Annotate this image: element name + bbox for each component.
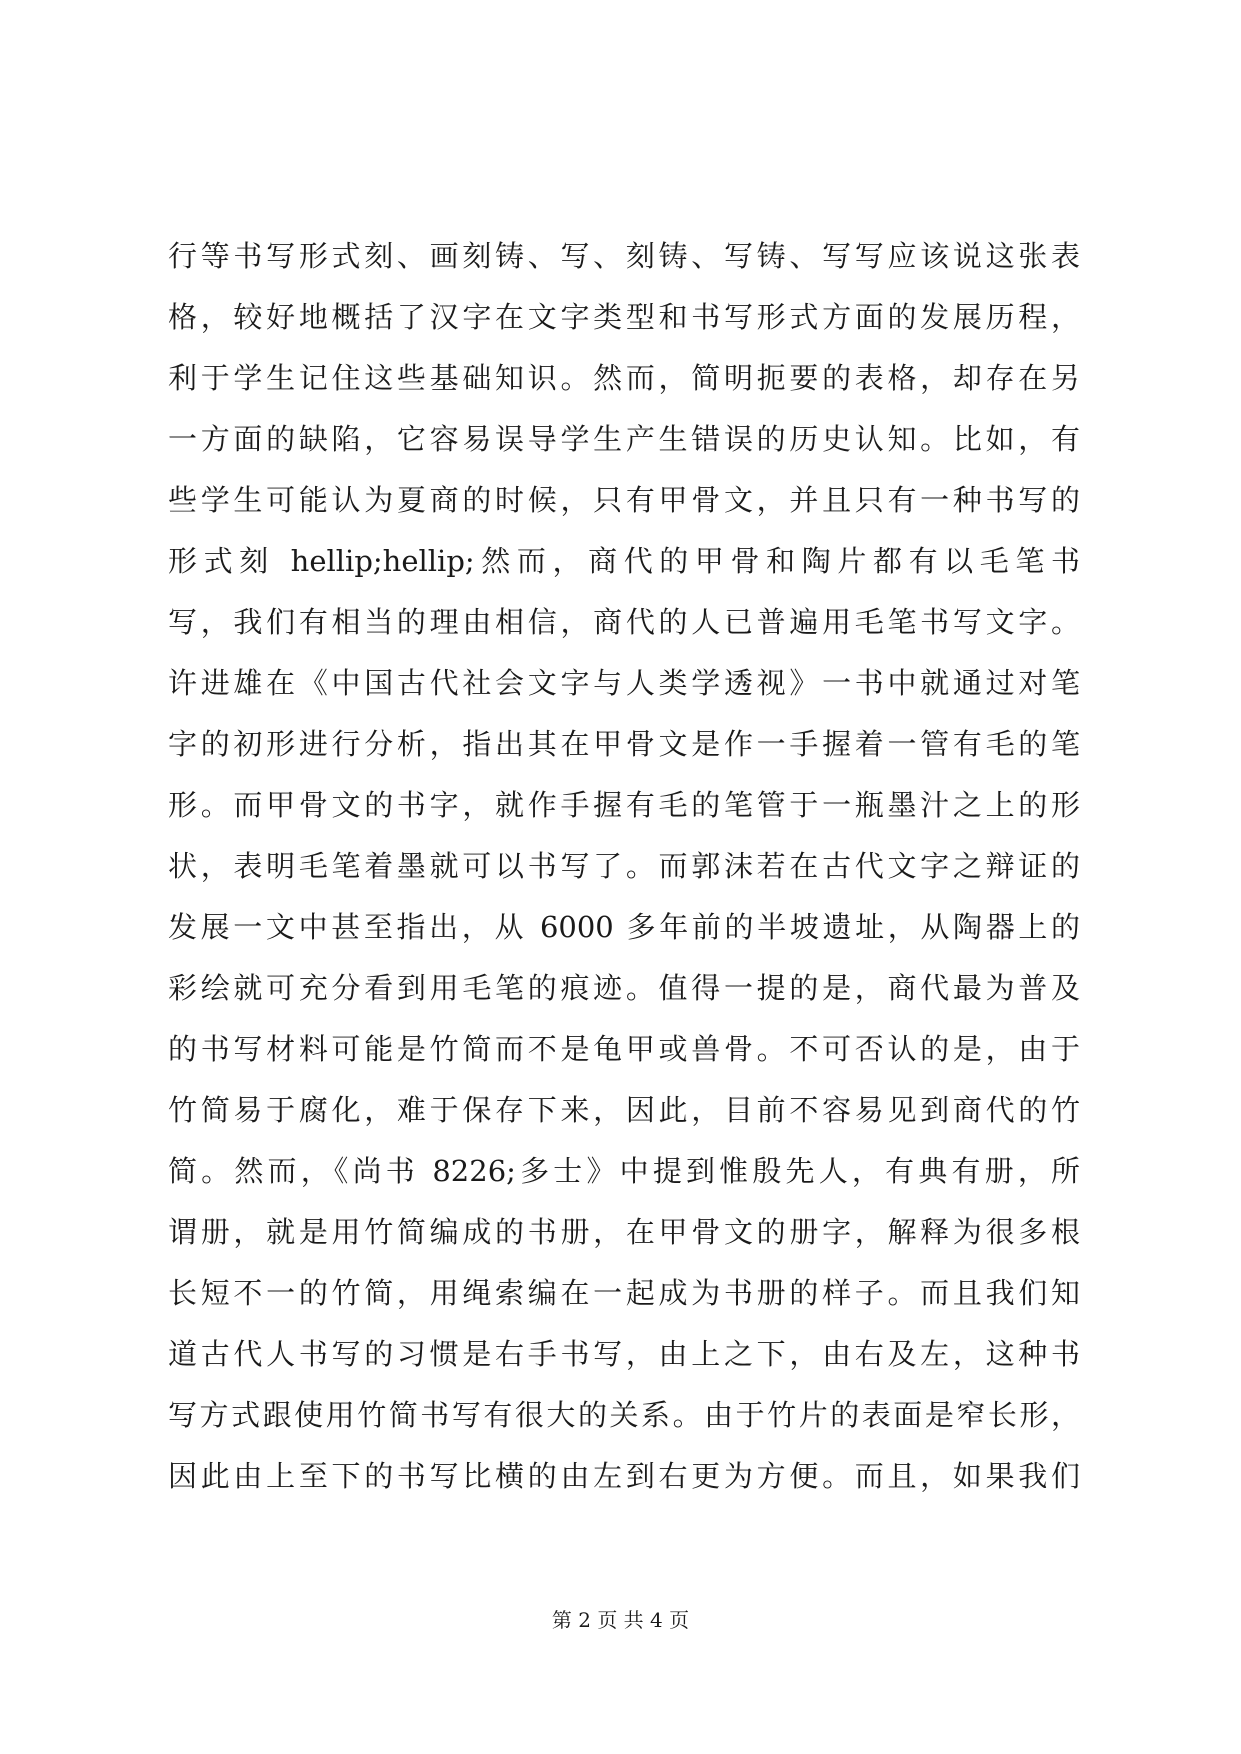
- text-line: 利于学生记住这些基础知识。然而，简明扼要的表格，却存在另: [168, 361, 1080, 395]
- text-line: 长短不一的竹简，用绳索编在一起成为书册的样子。而且我们知: [168, 1276, 1080, 1310]
- text-line: 道古代人书写的习惯是右手书写，由上之下，由右及左，这种书: [168, 1337, 1080, 1371]
- text-line: 些学生可能认为夏商的时候，只有甲骨文，并且只有一种书写的: [168, 483, 1080, 517]
- text-line: 因此由上至下的书写比横的由左到右更为方便。而且，如果我们: [168, 1459, 1080, 1493]
- text-line: 字的初形进行分析，指出其在甲骨文是作一手握着一管有毛的笔: [168, 727, 1080, 761]
- text-line: 发展一文中甚至指出，从 6000 多年前的半坡遗址，从陶器上的: [168, 910, 1080, 944]
- body-text: [168, 226, 1080, 1507]
- text-line: 格，较好地概括了汉字在文字类型和书写形式方面的发展历程，: [168, 300, 1080, 334]
- text-line: 状，表明毛笔着墨就可以书写了。而郭沫若在古代文字之辩证的: [168, 849, 1080, 883]
- text-line: 许进雄在《中国古代社会文字与人类学透视》一书中就通过对笔: [168, 666, 1080, 700]
- text-line: 彩绘就可充分看到用毛笔的痕迹。值得一提的是，商代最为普及: [168, 971, 1080, 1005]
- text-line: 一方面的缺陷，它容易误导学生产生错误的历史认知。比如，有: [168, 422, 1080, 456]
- text-line: 写，我们有相当的理由相信，商代的人已普遍用毛笔书写文字。: [168, 605, 1080, 639]
- text-line: 的书写材料可能是竹简而不是龟甲或兽骨。不可否认的是，由于: [168, 1032, 1080, 1066]
- text-line: 简。然而，《尚书 8226;多士》中提到惟殷先人，有典有册，所: [168, 1154, 1080, 1188]
- text-line: 竹简易于腐化，难于保存下来，因此，目前不容易见到商代的竹: [168, 1093, 1080, 1127]
- text-line: 谓册，就是用竹简编成的书册，在甲骨文的册字，解释为很多根: [168, 1215, 1080, 1249]
- text-line: 形式刻 hellip;hellip;然而，商代的甲骨和陶片都有以毛笔书: [168, 544, 1080, 578]
- text-line: 形。而甲骨文的书字，就作手握有毛的笔管于一瓶墨汁之上的形: [168, 788, 1080, 822]
- page-footer: 第 2 页 共 4 页: [551, 1608, 690, 1632]
- text-line: 写方式跟使用竹简书写有很大的关系。由于竹片的表面是窄长形，: [168, 1398, 1080, 1432]
- text-line: 行等书写形式刻、画刻铸、写、刻铸、写铸、写写应该说这张表: [168, 239, 1080, 273]
